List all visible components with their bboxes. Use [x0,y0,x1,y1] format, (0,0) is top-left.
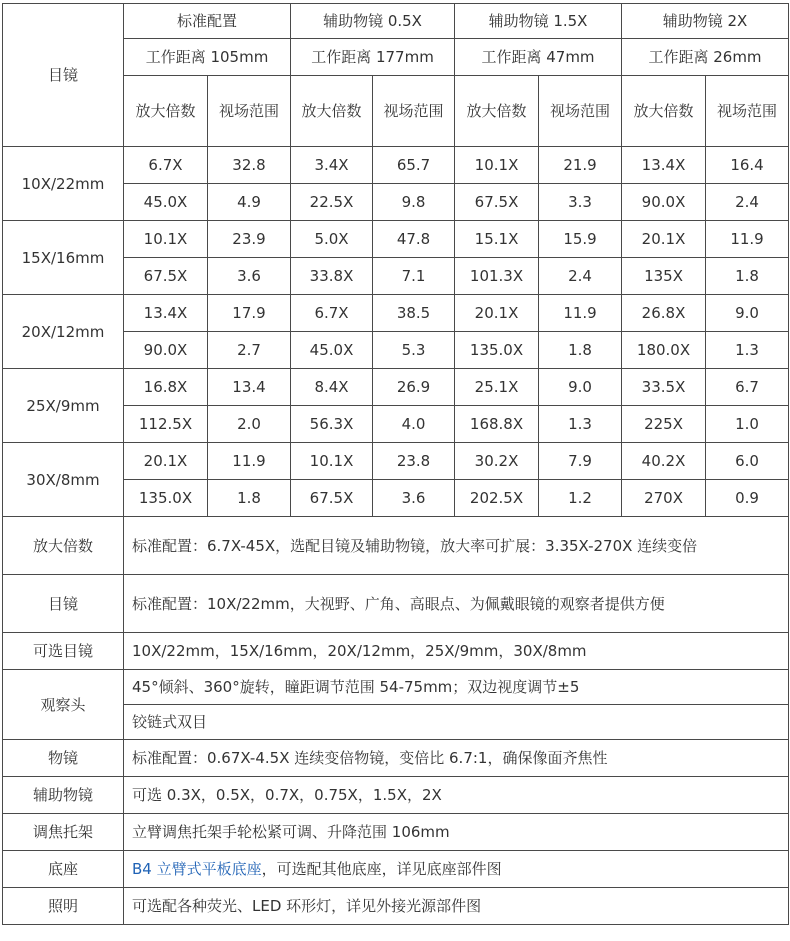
subheader-field-of-view: 视场范围 [539,76,622,147]
group-header-aux-2x: 辅助物镜 2X [622,4,789,39]
field-of-view-cell: 9.0 [706,295,789,332]
subheader-magnification: 放大倍数 [291,76,373,147]
field-of-view-cell: 9.0 [539,369,622,406]
magnification-cell: 20.1X [124,443,208,480]
magnification-cell: 90.0X [124,332,208,369]
table-row [3,221,789,258]
subheader-field-of-view: 视场范围 [208,76,291,147]
spec-label-eyepiece: 目镜 [3,575,124,633]
spec-label-magnification: 放大倍数 [3,517,124,575]
field-of-view-cell: 6.7 [706,369,789,406]
magnification-cell: 135.0X [124,480,208,517]
magnification-cell: 8.4X [291,369,373,406]
magnification-cell: 40.2X [622,443,706,480]
spec-text-illumination: 可选配各种荧光、LED 环形灯，详见外接光源部件图 [124,888,789,925]
spec-text-optional-eyepiece: 10X/22mm，15X/16mm，20X/12mm，25X/9mm，30X/8mm [124,633,789,670]
spec-label-objective: 物镜 [3,740,124,777]
magnification-cell: 13.4X [622,147,706,184]
magnification-cell: 25.1X [455,369,539,406]
spec-label-focus-bracket: 调焦托架 [3,814,124,851]
magnification-cell: 20.1X [622,221,706,258]
field-of-view-cell: 21.9 [539,147,622,184]
spec-label-illumination: 照明 [3,888,124,925]
field-of-view-cell: 13.4 [208,369,291,406]
field-of-view-cell: 2.0 [208,406,291,443]
spec-text-viewing-head-1: 45°倾斜、360°旋转，瞳距调节范围 54-75mm；双边视度调节±5 [124,670,789,705]
field-of-view-cell: 11.9 [539,295,622,332]
magnification-cell: 202.5X [455,480,539,517]
spec-label-aux-objective: 辅助物镜 [3,777,124,814]
field-of-view-cell: 32.8 [208,147,291,184]
magnification-cell: 30.2X [455,443,539,480]
field-of-view-cell: 1.8 [208,480,291,517]
spec-text-objective: 标准配置：0.67X-4.5X 连续变倍物镜，变倍比 6.7:1，确保像面齐焦性 [124,740,789,777]
field-of-view-cell: 3.3 [539,184,622,221]
subheader-field-of-view: 视场范围 [706,76,789,147]
magnification-cell: 13.4X [124,295,208,332]
magnification-cell: 225X [622,406,706,443]
table-row [3,443,789,480]
spec-label-optional-eyepiece: 可选目镜 [3,633,124,670]
magnification-cell: 15.1X [455,221,539,258]
eyepiece-label: 15X/16mm [3,221,124,295]
base-highlight: B4 立臂式平板底座 [132,860,262,878]
base-remainder: ，可选配其他底座，详见底座部件图 [261,860,502,878]
eyepiece-header: 目镜 [3,4,124,147]
working-distance-aux-0.5x: 工作距离 177mm [291,39,455,76]
field-of-view-cell: 9.8 [373,184,455,221]
spec-text-aux-objective: 可选 0.3X，0.5X，0.7X，0.75X，1.5X，2X [124,777,789,814]
field-of-view-cell: 16.4 [706,147,789,184]
eyepiece-label: 30X/8mm [3,443,124,517]
magnification-cell: 3.4X [291,147,373,184]
working-distance-standard: 工作距离 105mm [124,39,291,76]
field-of-view-cell: 1.3 [539,406,622,443]
magnification-cell: 6.7X [291,295,373,332]
eyepiece-label: 10X/22mm [3,147,124,221]
group-header-standard: 标准配置 [124,4,291,39]
field-of-view-cell: 38.5 [373,295,455,332]
field-of-view-cell: 23.8 [373,443,455,480]
magnification-cell: 67.5X [291,480,373,517]
field-of-view-cell: 15.9 [539,221,622,258]
magnification-cell: 33.5X [622,369,706,406]
magnification-cell: 135.0X [455,332,539,369]
magnification-cell: 67.5X [124,258,208,295]
spec-text-base [124,851,789,888]
field-of-view-cell: 4.9 [208,184,291,221]
field-of-view-cell: 2.4 [539,258,622,295]
field-of-view-cell: 2.4 [706,184,789,221]
spec-text-magnification: 标准配置：6.7X-45X，选配目镜及辅助物镜，放大率可扩展：3.35X-270X 连续变倍 [124,517,789,575]
eyepiece-label: 20X/12mm [3,295,124,369]
magnification-cell: 10.1X [124,221,208,258]
subheader-magnification: 放大倍数 [455,76,539,147]
magnification-cell: 22.5X [291,184,373,221]
magnification-cell: 33.8X [291,258,373,295]
group-header-aux-1.5x: 辅助物镜 1.5X [455,4,622,39]
field-of-view-cell: 1.2 [539,480,622,517]
magnification-cell: 5.0X [291,221,373,258]
magnification-cell: 56.3X [291,406,373,443]
magnification-cell: 67.5X [455,184,539,221]
magnification-cell: 168.8X [455,406,539,443]
field-of-view-cell: 1.0 [706,406,789,443]
table-row [3,369,789,406]
magnification-cell: 45.0X [291,332,373,369]
field-of-view-cell: 1.8 [706,258,789,295]
spec-text-viewing-head-2: 铰链式双目 [124,705,789,740]
field-of-view-cell: 1.8 [539,332,622,369]
spec-label-base: 底座 [3,851,124,888]
table-row [3,147,789,184]
field-of-view-cell: 7.9 [539,443,622,480]
field-of-view-cell: 6.0 [706,443,789,480]
subheader-magnification: 放大倍数 [622,76,706,147]
field-of-view-cell: 23.9 [208,221,291,258]
magnification-cell: 112.5X [124,406,208,443]
field-of-view-cell: 5.3 [373,332,455,369]
magnification-cell: 45.0X [124,184,208,221]
magnification-cell: 135X [622,258,706,295]
spec-text-focus-bracket: 立臂调焦托架手轮松紧可调、升降范围 106mm [124,814,789,851]
field-of-view-cell: 47.8 [373,221,455,258]
field-of-view-cell: 4.0 [373,406,455,443]
magnification-cell: 6.7X [124,147,208,184]
field-of-view-cell: 11.9 [208,443,291,480]
eyepiece-label: 25X/9mm [3,369,124,443]
magnification-cell: 26.8X [622,295,706,332]
magnification-cell: 20.1X [455,295,539,332]
field-of-view-cell: 0.9 [706,480,789,517]
spec-label-viewing-head: 观察头 [3,670,124,740]
working-distance-aux-1.5x: 工作距离 47mm [455,39,622,76]
field-of-view-cell: 1.3 [706,332,789,369]
working-distance-aux-2x: 工作距离 26mm [622,39,789,76]
field-of-view-cell: 17.9 [208,295,291,332]
field-of-view-cell: 65.7 [373,147,455,184]
field-of-view-cell: 26.9 [373,369,455,406]
spec-text-eyepiece: 标准配置：10X/22mm，大视野、广角、高眼点、为佩戴眼镜的观察者提供方便 [124,575,789,633]
field-of-view-cell: 3.6 [373,480,455,517]
magnification-cell: 16.8X [124,369,208,406]
magnification-cell: 180.0X [622,332,706,369]
field-of-view-cell: 7.1 [373,258,455,295]
table-row [3,295,789,332]
magnification-cell: 10.1X [455,147,539,184]
field-of-view-cell: 3.6 [208,258,291,295]
magnification-cell: 270X [622,480,706,517]
magnification-cell: 10.1X [291,443,373,480]
spec-table [2,3,789,925]
magnification-cell: 101.3X [455,258,539,295]
magnification-cell: 90.0X [622,184,706,221]
field-of-view-cell: 2.7 [208,332,291,369]
field-of-view-cell: 11.9 [706,221,789,258]
subheader-field-of-view: 视场范围 [373,76,455,147]
subheader-magnification: 放大倍数 [124,76,208,147]
group-header-aux-0.5x: 辅助物镜 0.5X [291,4,455,39]
